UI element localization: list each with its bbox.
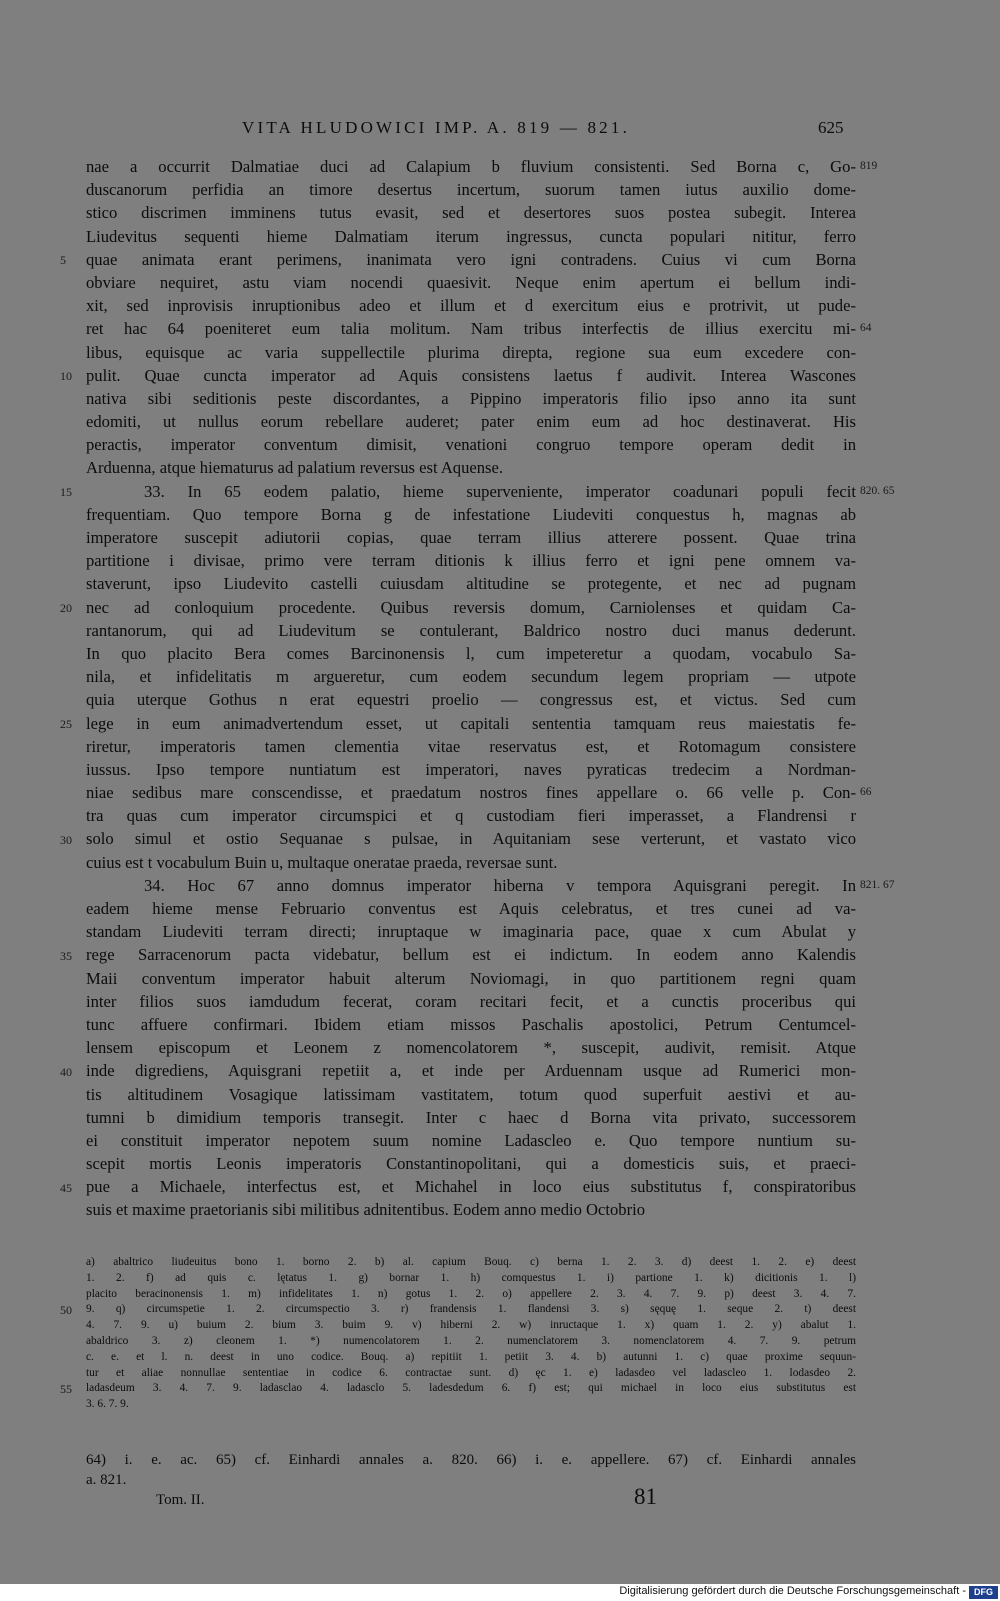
text-line: lensem episcopum et Leonem z nomencolatorem *, suscepit, audivit, remisit. Atque <box>86 1038 856 1058</box>
variant-line: c. e. et l. n. deest in uno codice. Bouq. a) repitiit 1. petiit 3. 4. b) autunni 1. c) quae proxime sequun- <box>86 1350 856 1363</box>
text-line: inter filios suos iamdudum fecerat, coram recitari fecit, et a cunctis proceribus qui <box>86 991 856 1011</box>
variant-line: ladasdeum 3. 4. 7. 9. ladasclao 4. ladasclo 5. ladesdedum 6. f) est; qui michael in loco eius substitutus est <box>86 1382 856 1395</box>
text-line: nec ad conloquium procedente. Quibus reversis domum, Carniolenses et quidam Ca- <box>86 597 856 617</box>
running-head <box>0 118 1000 142</box>
line-number: 40 <box>60 1064 72 1079</box>
variant-line: 3. 6. 7. 9. <box>86 1398 129 1411</box>
line-number: 5 <box>60 252 66 267</box>
line-number: 50 <box>60 1303 72 1318</box>
text-line: tra quas cum imperator circumspici et q custodiam fieri imperasset, a Flandrensi r <box>86 806 856 826</box>
variant-line: 1. 2. f) ad quis c. lętatus 1. g) bornar 1. h) comquestus 1. i) partione 1. k) dicitionis 1. l) <box>86 1271 856 1284</box>
note-line: 64) i. e. ac. 65) cf. Einhardi annales a. 820. 66) i. e. appellere. 67) cf. Einhardi annales <box>86 1452 856 1468</box>
line-number: 20 <box>60 600 72 615</box>
line-number: 25 <box>60 716 72 731</box>
text-line: rege Sarracenorum pacta videbatur, bellum est ei indictum. In eodem anno Kalendis <box>86 945 856 965</box>
margin-year-note: 820. 65 <box>860 484 895 497</box>
text-line: nila, et infidelitatis m argueretur, cum eodem secundum legem propriam — utpote <box>86 667 856 687</box>
text-line: Maii conventum imperator habuit alterum Noviomagi, in quo partitionem regni quam <box>86 968 856 988</box>
running-title: VITA HLUDOWICI IMP. A. 819 — 821. <box>242 118 631 137</box>
text-line: frequentiam. Quo tempore Borna g de infestatione Liudeviti conquestus h, magnas ab <box>86 504 856 524</box>
margin-year-note: 819 <box>860 160 878 172</box>
text-line: duscanorum perfidia an timore desertus incertum, suorum tamen iutus auxilio dome- <box>86 180 856 200</box>
dfg-logo-icon: DFG <box>969 1586 998 1599</box>
note-line: a. 821. <box>86 1472 127 1488</box>
line-number: 10 <box>60 368 72 383</box>
page-number: 625 <box>818 118 844 137</box>
line-number: 35 <box>60 948 72 963</box>
text-line: niae sedibus mare conscendisse, et praedatum nostros fines appellare o. 66 velle p. Con- <box>86 783 856 803</box>
text-line: peractis, imperator conventum dimisit, venationi congruo tempore operam dedit in <box>86 435 856 455</box>
text-line: quia uterque Gothus n erat equestri proelio — congressus est, et victus. Sed cum <box>86 690 856 710</box>
text-line: stico discrimen imminens tutus evasit, sed et desertores suos postea subegit. Interea <box>86 203 856 223</box>
variant-line: 9. q) circumspetie 1. 2. circumspectio 3. r) frandensis 1. flandensi 3. s) sęquę 1. seque 2. t) deest <box>86 1303 856 1316</box>
text-line: scepit mortis Leonis imperatoris Constantinopolitani, qui a domesticis suis, et praeci- <box>86 1154 856 1174</box>
line-number: 15 <box>60 484 72 499</box>
text-line: pue a Michaele, interfectus est, et Michahel in loco eius substitutus f, conspiratoribus <box>86 1177 856 1197</box>
variant-line: a) abaltrico liudeuitus bono 1. borno 2. b) al. capium Bouq. c) berna 1. 2. 3. d) deest 1. 2. e) deest <box>86 1256 856 1268</box>
variant-line: 4. 7. 9. u) buium 2. bium 3. buim 9. v) hiberni 2. w) inructaque 1. x) quam 1. 2. y) abalut 1. <box>86 1319 856 1332</box>
variant-line: placito beracinonensis 1. m) infidelitates 1. n) gotus 1. 2. o) appellere 2. 3. 4. 7. 9. p) deest 3. 4. 7. <box>86 1287 856 1300</box>
text-line: rantanorum, qui ad Liudevitum se contulerant, Baldrico nostro duci manus dederunt. <box>86 620 856 640</box>
text-line: cuius est t vocabulum Buin u, multaque oneratae praeda, reversae sunt. <box>86 852 558 872</box>
text-line: inde digrediens, Aquisgrani repetiit a, et inde per Arduennam usque ad Rumerici mon- <box>86 1061 856 1081</box>
line-number: 55 <box>60 1382 72 1397</box>
text-line: 34. Hoc 67 anno domnus imperator hiberna v tempora Aquisgrani peregit. In <box>144 875 856 895</box>
text-line: libus, equisque ac varia suppellectile plurima direpta, regione sua eum excedere con- <box>86 342 856 362</box>
tome-label: Tom. II. <box>156 1492 205 1508</box>
margin-year-note: 66 <box>860 786 872 799</box>
funding-credit: Digitalisierung gefördert durch die Deutsche Forschungsgemeinschaft - <box>619 1585 966 1597</box>
variant-line: tur et aliae nonnullae sententiae in codice 6. contractae sunt. d) ęc 1. e) ladasdeo vel ladascleo 1. lodasdeo 2. <box>86 1366 856 1379</box>
text-line: edomiti, ut nullus eorum rebellare auderet; pater enim eum ad hoc destinaverat. His <box>86 412 856 432</box>
text-line: nativa sibi seditionis peste discordantes, a Pippino imperatoris filio ipso anno ita sunt <box>86 388 856 408</box>
text-line: staverunt, ipso Liudevito castelli cuiusdam altitudine se protegente, et nec ad pugnam <box>86 574 856 594</box>
text-line: riretur, imperatoris tamen clementia vitae reservatus est, et Rotomagum consistere <box>86 736 856 756</box>
text-line: Arduenna, atque hiematurus ad palatium reversus est Aquense. <box>86 458 504 478</box>
text-line: lege in eum animadvertendum esset, ut capitali sententia tamquam reus maiestatis fe- <box>86 713 856 733</box>
line-number: 30 <box>60 832 72 847</box>
text-line: solo simul et ostio Sequanae s pulsae, in Aquitaniam sese verterunt, et vastato vico <box>86 829 856 849</box>
text-line: suis et maxime praetorianis sibi militibus adnitentibus. Eodem anno medio Octobrio <box>86 1200 646 1220</box>
text-line: tis altitudinem Vosagique latissimam vastitatem, totum quod superfuit aestivi et au- <box>86 1084 856 1104</box>
text-line: tumni b dimidium temporis transegit. Inter c haec d Borna vita privato, successorem <box>86 1107 856 1127</box>
text-line: obviare nequiret, astu viam nocendi quaesivit. Neque enim apertum ei bellum indi- <box>86 272 856 292</box>
text-line: partitione i divisae, primo vere terram ditionis k illius ferro et igni pene omnem va- <box>86 551 856 571</box>
text-line: In quo placito Bera comes Barcinonensis l, cum impeteretur a quodam, vocabulo Sa- <box>86 643 856 663</box>
text-line: imperatore suscepit adiutorii copias, quae terram illius atterere possent. Quae trina <box>86 528 856 547</box>
main-text <box>86 155 856 1222</box>
footer-bar <box>0 1584 1000 1601</box>
text-line: ret hac 64 poeniteret eum talia molitum. Nam tribus interfectis de illius exercitu mi- <box>86 319 856 339</box>
text-line: 33. In 65 eodem palatio, hieme superveniente, imperator coadunari populi fecit <box>144 481 856 501</box>
text-line: xit, sed inprovisis inruptionibus adeo et illum et d exercitum eius e protrivit, ut pude- <box>86 296 856 316</box>
margin-year-note: 821. 67 <box>860 879 895 892</box>
text-line: eadem hieme mense Februario conventus est Aquis celebratus, et tres cunei ad va- <box>86 899 856 918</box>
text-line: ei constituit imperator nepotem suum nomine Ladascleo e. Quo tempore nuntium su- <box>86 1130 856 1150</box>
editorial-notes <box>86 1450 856 1490</box>
text-line: Liudevitus sequenti hieme Dalmatiam iterum ingressus, cuncta populari nititur, ferro <box>86 226 856 246</box>
text-line: standam Liudeviti terram directi; inruptaque w imaginaria pace, quae x cum Abulat y <box>86 922 856 942</box>
margin-year-note: 64 <box>860 322 872 335</box>
variant-readings <box>86 1255 856 1413</box>
line-number: 45 <box>60 1180 72 1195</box>
text-line: pulit. Quae cuncta imperator ad Aquis consistens laetus f audivit. Interea Wascones <box>86 365 856 385</box>
text-line: nae a occurrit Dalmatiae duci ad Calapium b fluvium consistenti. Sed Borna c, Go- <box>86 157 856 176</box>
text-line: quae animata erant perimens, inanimata vero igni contradens. Cuius vi cum Borna <box>86 249 856 269</box>
text-line: iussus. Ipso tempore nuntiatum est imperatori, naves pyraticas tredecim a Nordman- <box>86 759 856 779</box>
text-line: tunc affuere confirmari. Ibidem etiam missos Paschalis apostolici, Petrum Centumcel- <box>86 1014 856 1034</box>
signature-mark: 81 <box>634 1484 657 1509</box>
variant-line: abaldrico 3. z) cleonem 1. *) numencolatorem 1. 2. numenclatorem 3. nomenclatorem 4. 7. 9. petrum <box>86 1334 856 1347</box>
